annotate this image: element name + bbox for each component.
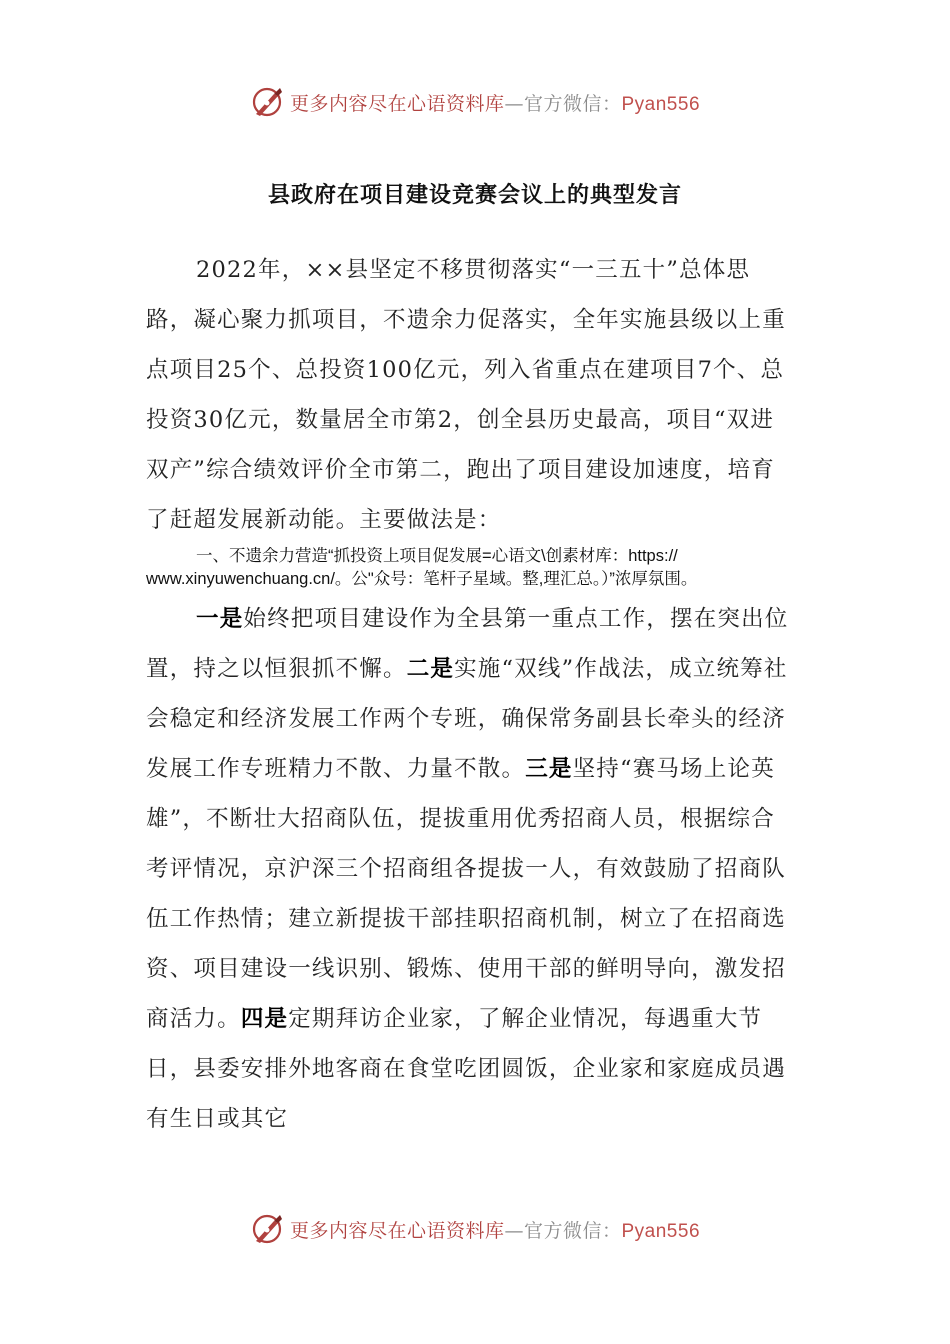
header-banner — [0, 82, 950, 122]
point-label-2: 二是 — [406, 656, 455, 682]
banner-brand: 更多内容尽在心语资料库 — [289, 1219, 505, 1242]
paragraph-intro-text: 2022年，××县坚定不移贯彻落实“一三五十”总体思路，凝心聚力抓项目，不遗余力促落实，全年实施县级以上重点项目25个、总投资100亿元，列入省重点在建项目7个、总投资30亿元，数量居全市第2，创全县历史最高，项目“双进双产”综合绩效评价全市第二，跑出了项目建设加速度，培育了赶超发展新动能。主要做法是： — [146, 257, 786, 533]
footer-banner — [0, 1209, 950, 1249]
banner-account-id: Pyan556 — [621, 1220, 701, 1242]
banner-sub: —官方微信： — [504, 1219, 622, 1242]
banner-sub: —官方微信： — [504, 92, 622, 115]
document-title: 县政府在项目建设竞赛会议上的典型发言 — [267, 182, 682, 208]
pen-logo-icon — [250, 84, 286, 120]
banner-brand: 更多内容尽在心语资料库 — [289, 92, 505, 115]
point-label-3: 三是 — [525, 756, 573, 782]
point-label-1: 一是 — [196, 606, 244, 632]
point-text-3: 坚持“赛马场上论英雄”，不断壮大招商队伍，提拔重用优秀招商人员，根据综合考评情况，京沪深三个招商组各提拔一人，有效鼓励了招商队伍工作热情；建立新提拔干部挂职招商机制，树立了在招商选资、项目建设一线识别、锻炼、使用干部的鲜明导向，激发招商活力。 — [146, 756, 786, 1032]
pen-logo-icon — [250, 1211, 286, 1247]
section-heading-line1: 一、不遗余力营造“抓投资上项目促发展=心语文\创素材库：https:// — [196, 547, 678, 565]
paragraph-measures — [146, 594, 796, 1144]
point-text-2: 实施“双线”作战法，成立统筹社会稳定和经济发展工作两个专班，确保常务副县长牵头的经济发展工作专班精力不散、力量不散。 — [146, 656, 788, 782]
point-text-1: 始终把项目建设作为全县第一重点工作，摆在突出位置，持之以恒狠抓不懈。 — [146, 606, 789, 682]
point-label-4: 四是 — [240, 1006, 289, 1032]
section-heading-line2: www.xinyuwenchuang.cn/。公"众号：笔杆子星域。整,理汇总。）”浓厚氛围。 — [146, 570, 698, 588]
point-text-4: 定期拜访企业家，了解企业情况，每遇重大节日，县委安排外地客商在食堂吃团圆饭，企业家和家庭成员遇有生日或其它 — [146, 1006, 786, 1132]
paragraph-intro — [146, 245, 796, 545]
banner-account-id: Pyan556 — [621, 93, 701, 115]
section-heading-1 — [146, 545, 816, 591]
